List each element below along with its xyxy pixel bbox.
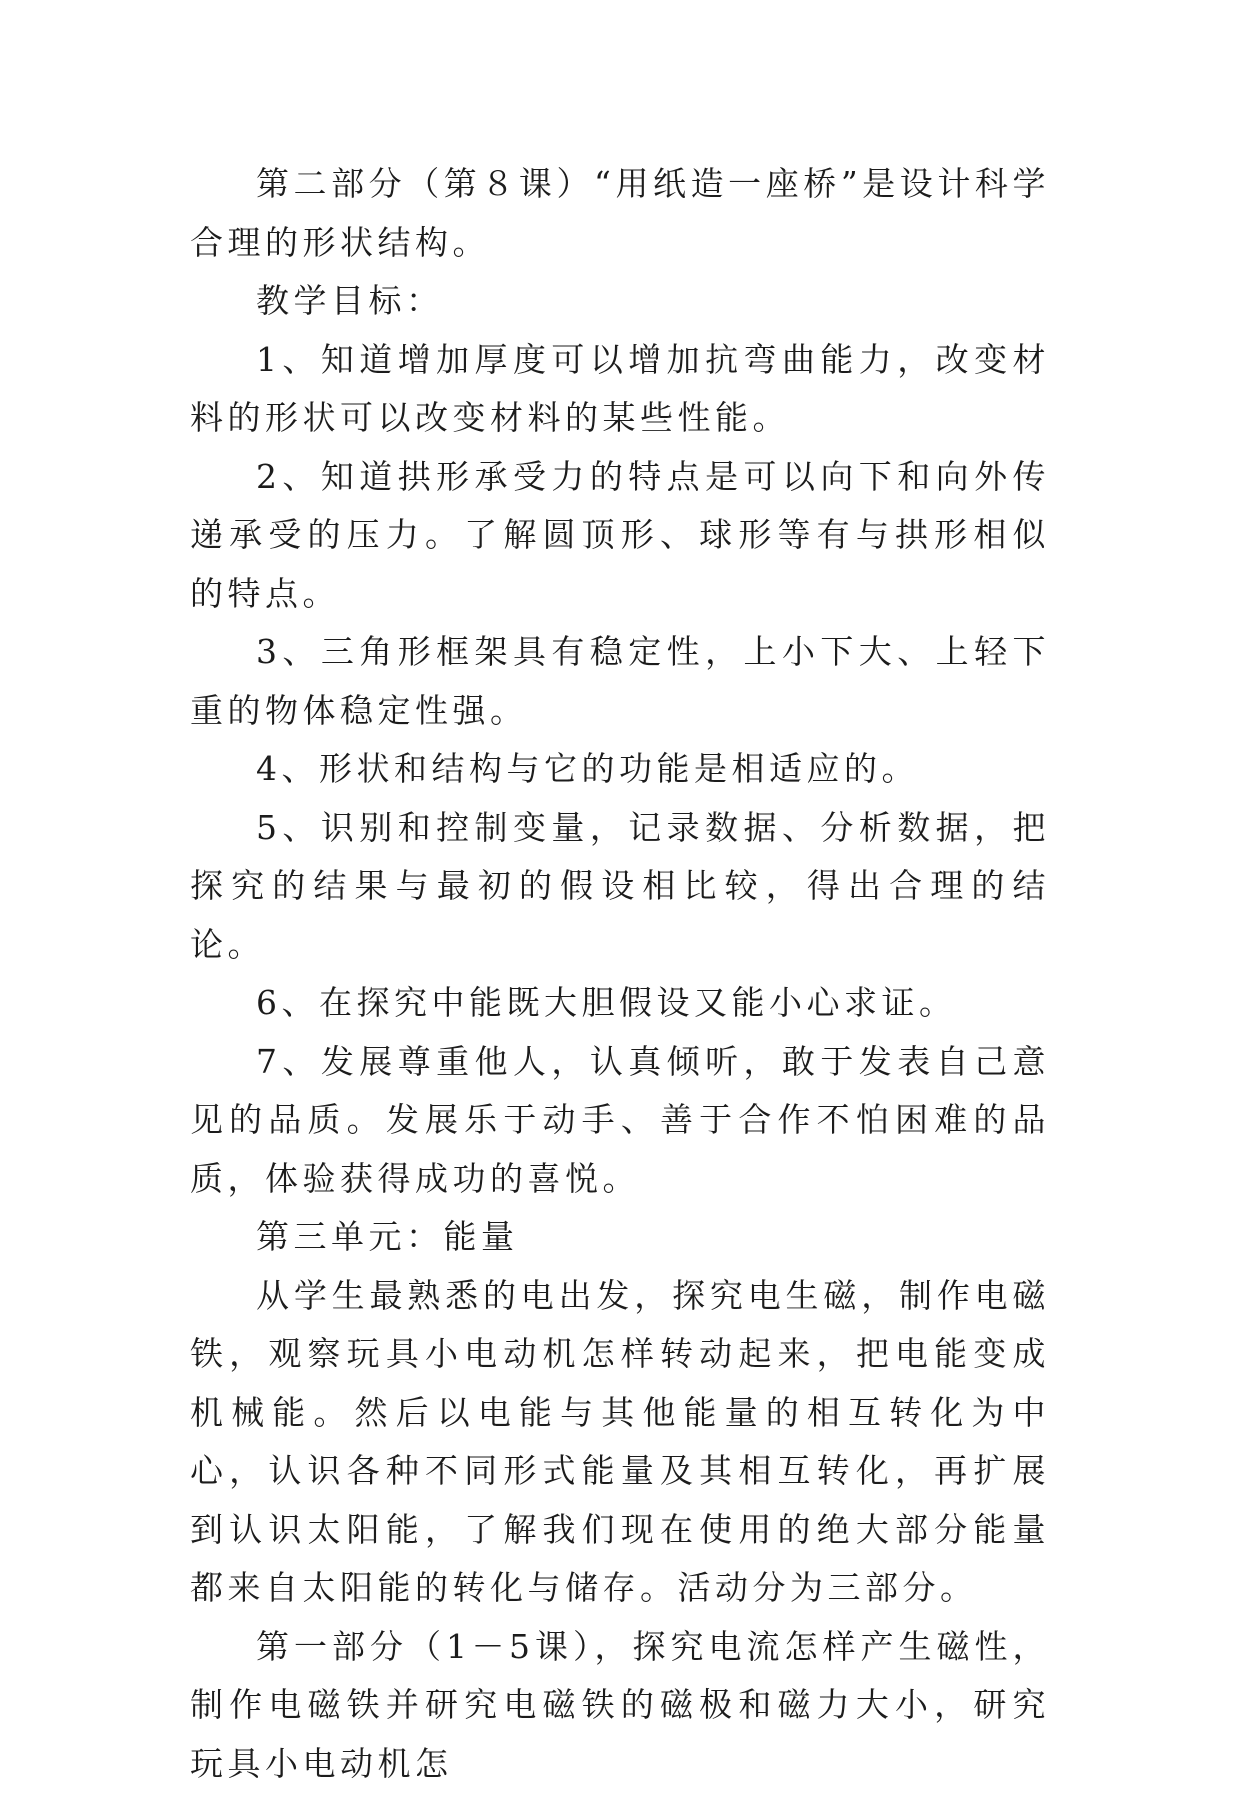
paragraph-goal-1: 1、知道增加厚度可以增加抗弯曲能力，改变材料的形状可以改变材料的某些性能。 [190, 331, 1050, 448]
paragraph-unit-three-heading: 第三单元：能量 [190, 1208, 1050, 1267]
paragraph-unit-three-overview: 从学生最熟悉的电出发，探究电生磁，制作电磁铁，观察玩具小电动机怎样转动起来，把电能变成机械能。然后以电能与其他能量的相互转化为中心，认识各种不同形式能量及其相互转化，再扩展到认识太阳能，了解我们现在使用的绝大部分能量都来自太阳能的转化与储存。活动分为三部分。 [190, 1267, 1050, 1618]
paragraph-goal-3: 3、三角形框架具有稳定性，上小下大、上轻下重的物体稳定性强。 [190, 623, 1050, 740]
paragraph-goal-6: 6、在探究中能既大胆假设又能小心求证。 [190, 974, 1050, 1033]
paragraph-teaching-goals-heading: 教学目标： [190, 272, 1050, 331]
paragraph-part-two-intro: 第二部分（第８课）“用纸造一座桥”是设计科学合理的形状结构。 [190, 155, 1050, 272]
paragraph-part-one-intro: 第一部分（1－5课），探究电流怎样产生磁性，制作电磁铁并研究电磁铁的磁极和磁力大小，研究玩具小电动机怎 [190, 1618, 1050, 1793]
paragraph-goal-5: 5、识别和控制变量，记录数据、分析数据，把探究的结果与最初的假设相比较，得出合理的结论。 [190, 799, 1050, 975]
paragraph-goal-7: 7、发展尊重他人，认真倾听，敢于发表自己意见的品质。发展乐于动手、善于合作不怕困难的品质，体验获得成功的喜悦。 [190, 1033, 1050, 1209]
document-body [190, 155, 1050, 1793]
paragraph-goal-4: 4、形状和结构与它的功能是相适应的。 [190, 740, 1050, 799]
paragraph-goal-2: 2、知道拱形承受力的特点是可以向下和向外传递承受的压力。了解圆顶形、球形等有与拱形相似的特点。 [190, 448, 1050, 624]
